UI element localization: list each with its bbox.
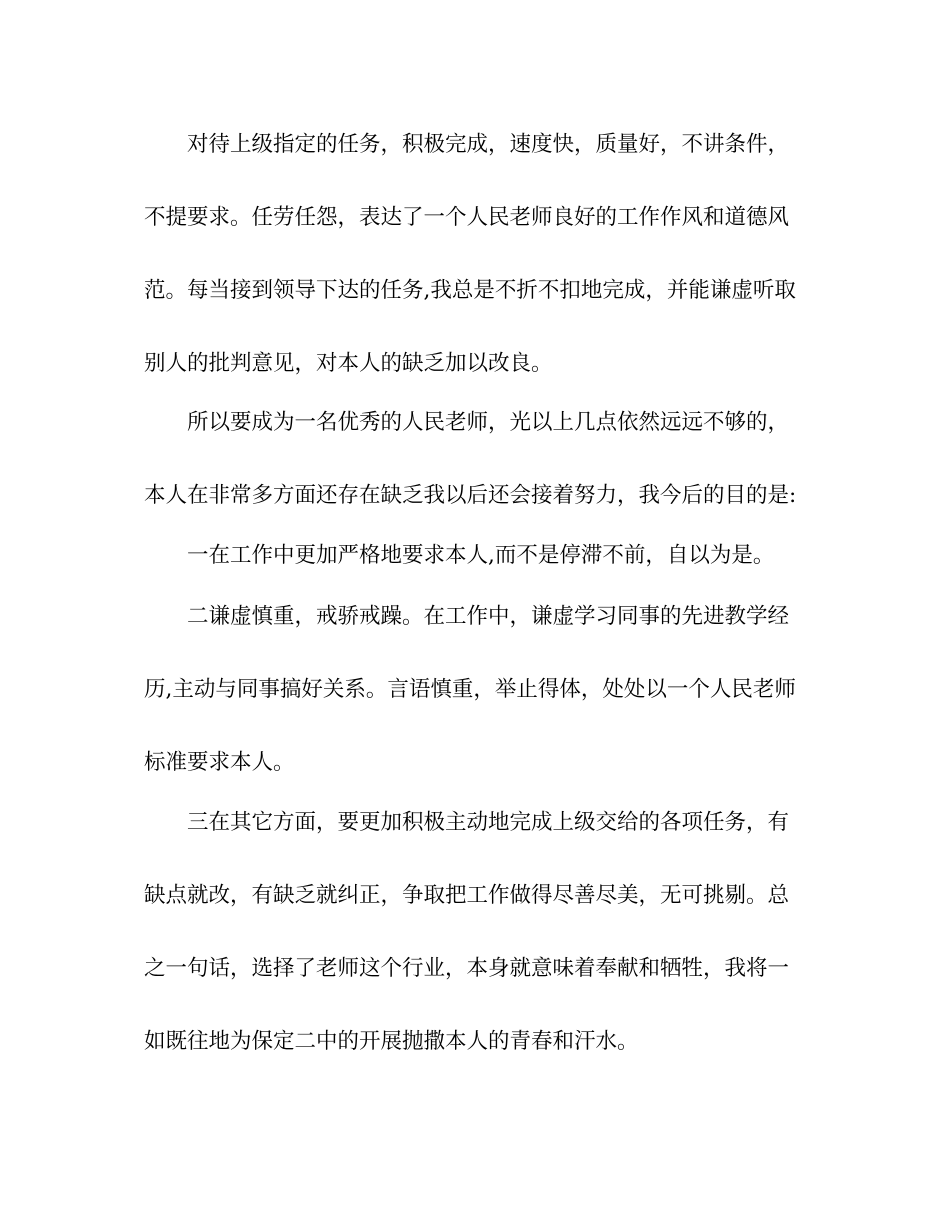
- text-line: 如既往地为保定二中的开展抛撒本人的青春和汗水。: [144, 1029, 639, 1054]
- text-line: 不提要求。任劳任怨，表达了一个人民老师良好的工作作风和道德风: [144, 205, 790, 230]
- text-line: 范。每当接到领导下达的任务,我总是不折不扣地完成，并能谦虚听取: [144, 278, 796, 303]
- text-line: 对待上级指定的任务，积极完成，速度快，质量好，不讲条件，: [187, 132, 790, 157]
- text-line: 标准要求本人。: [144, 750, 295, 775]
- text-line: 别人的批判意见，对本人的缺乏加以改良。: [144, 351, 553, 376]
- text-line: 三在其它方面，要更加积极主动地完成上级交给的各项任务，有: [187, 810, 790, 835]
- text-line: 之一句话，选择了老师这个行业，本身就意味着奉献和牺牲，我将一: [144, 956, 790, 981]
- text-line: 历,主动与同事搞好关系。言语慎重，举止得体，处处以一个人民老师: [144, 677, 796, 702]
- text-line: 一在工作中更加严格地要求本人,而不是停滞不前，自以为是。: [187, 543, 775, 568]
- text-line: 二谦虚慎重，戒骄戒躁。在工作中，谦虚学习同事的先进教学经: [187, 604, 790, 629]
- text-line: 缺点就改，有缺乏就纠正，争取把工作做得尽善尽美，无可挑剔。总: [144, 883, 790, 908]
- text-line: 所以要成为一名优秀的人民老师，光以上几点依然远远不够的，: [187, 410, 790, 435]
- text-line: 本人在非常多方面还存在缺乏我以后还会接着努力，我今后的目的是:: [144, 483, 797, 508]
